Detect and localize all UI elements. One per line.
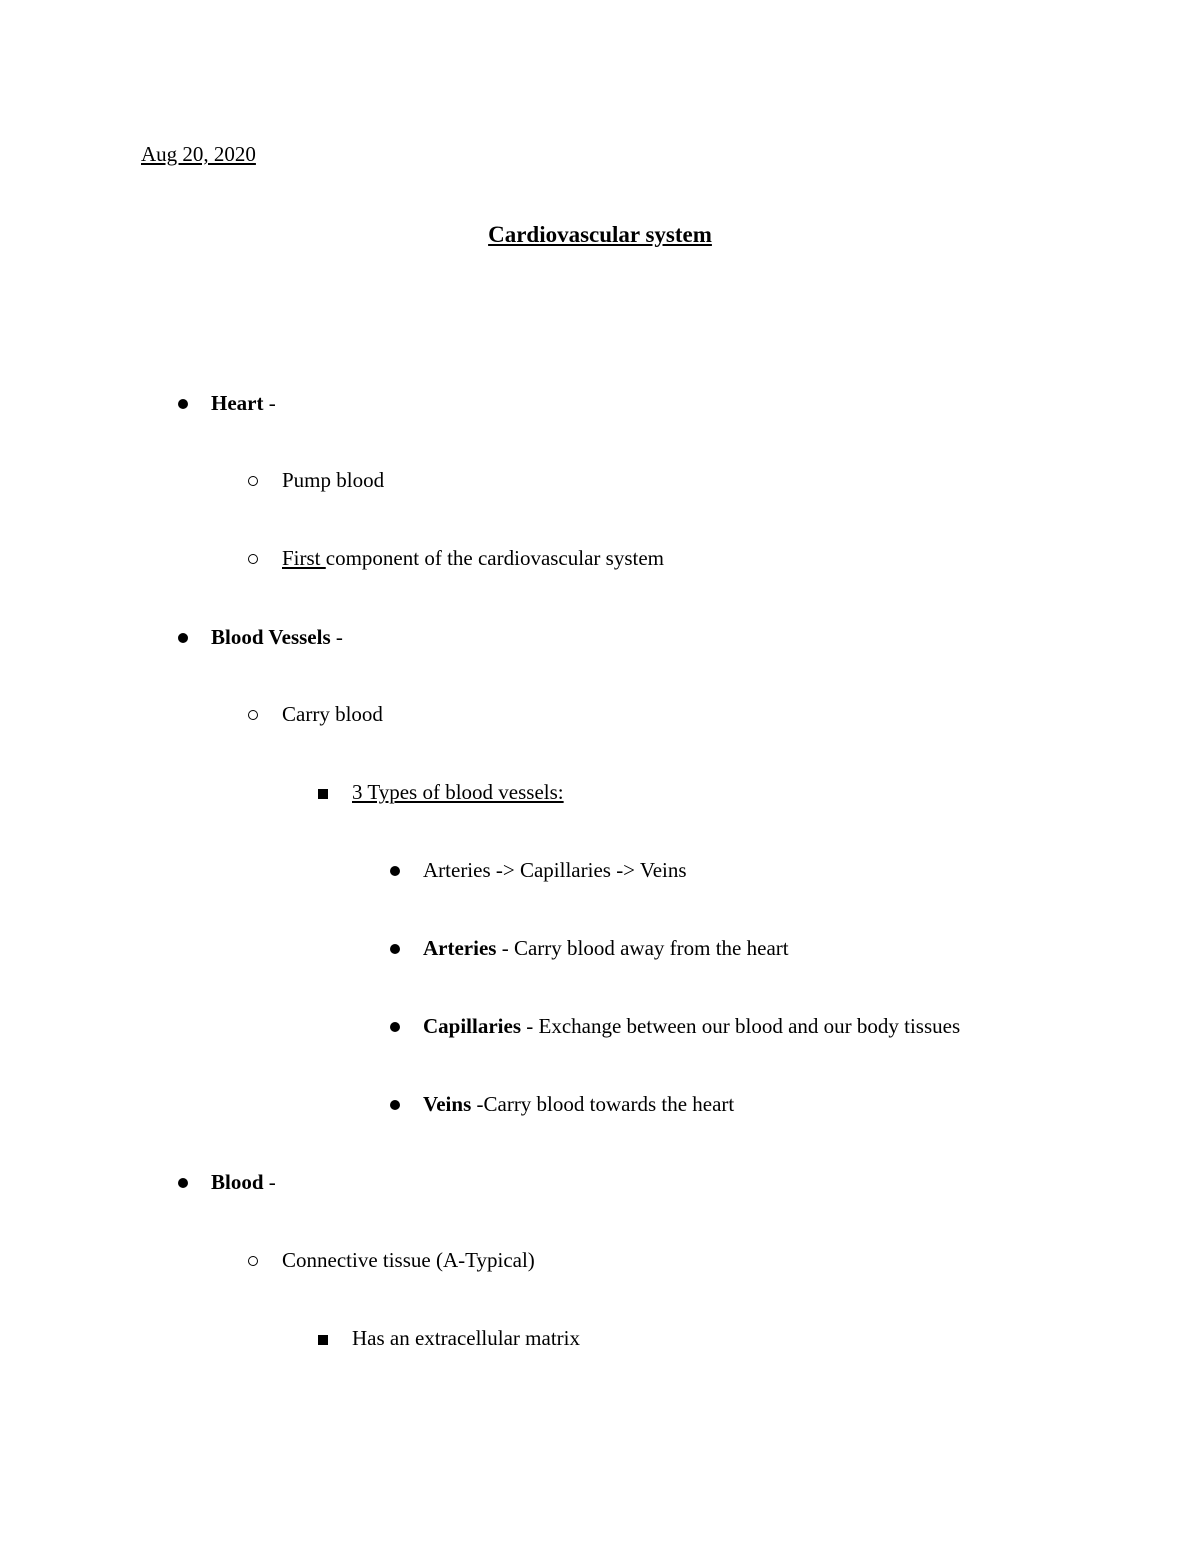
term-separator: -	[330, 625, 343, 649]
note-date: Aug 20, 2020	[141, 142, 256, 166]
filled-bullet-icon	[178, 1178, 188, 1188]
filled-bullet-icon	[390, 866, 400, 876]
filled-bullet-icon	[390, 1100, 400, 1110]
hollow-bullet-icon	[248, 1256, 258, 1266]
text-first-underlined: First	[282, 546, 326, 570]
term-heart: Heart	[211, 391, 264, 415]
page-title-text: Cardiovascular system	[488, 222, 712, 247]
text-types-heading: 3 Types of blood vessels:	[352, 780, 564, 804]
text-extracellular-matrix: Has an extracellular matrix	[352, 1326, 580, 1350]
filled-bullet-icon	[178, 399, 188, 409]
text-connective-tissue: Connective tissue (A-Typical)	[282, 1248, 535, 1272]
square-bullet-icon	[318, 1335, 328, 1345]
square-bullet-icon	[318, 789, 328, 799]
term-blood-vessels: Blood Vessels	[211, 625, 331, 649]
term-blood: Blood	[211, 1170, 264, 1194]
term-arteries: Arteries	[423, 936, 497, 960]
desc-arteries: - Carry blood away from the heart	[496, 936, 789, 960]
filled-bullet-icon	[178, 633, 188, 643]
filled-bullet-icon	[390, 944, 400, 954]
term-separator: -	[263, 391, 276, 415]
hollow-bullet-icon	[248, 476, 258, 486]
text-first-rest: component of the cardiovascular system	[325, 546, 664, 570]
text-flow: Arteries -> Capillaries -> Veins	[423, 858, 687, 882]
desc-capillaries: - Exchange between our blood and our body tissues	[521, 1014, 961, 1038]
text-pump-blood: Pump blood	[282, 468, 385, 492]
page-title	[0, 222, 1200, 248]
hollow-bullet-icon	[248, 710, 258, 720]
text-carry-blood: Carry blood	[282, 702, 383, 726]
term-separator: -	[263, 1170, 276, 1194]
filled-bullet-icon	[390, 1022, 400, 1032]
hollow-bullet-icon	[248, 554, 258, 564]
desc-veins: -Carry blood towards the heart	[471, 1092, 735, 1116]
term-capillaries: Capillaries	[423, 1014, 521, 1038]
term-veins: Veins	[423, 1092, 472, 1116]
